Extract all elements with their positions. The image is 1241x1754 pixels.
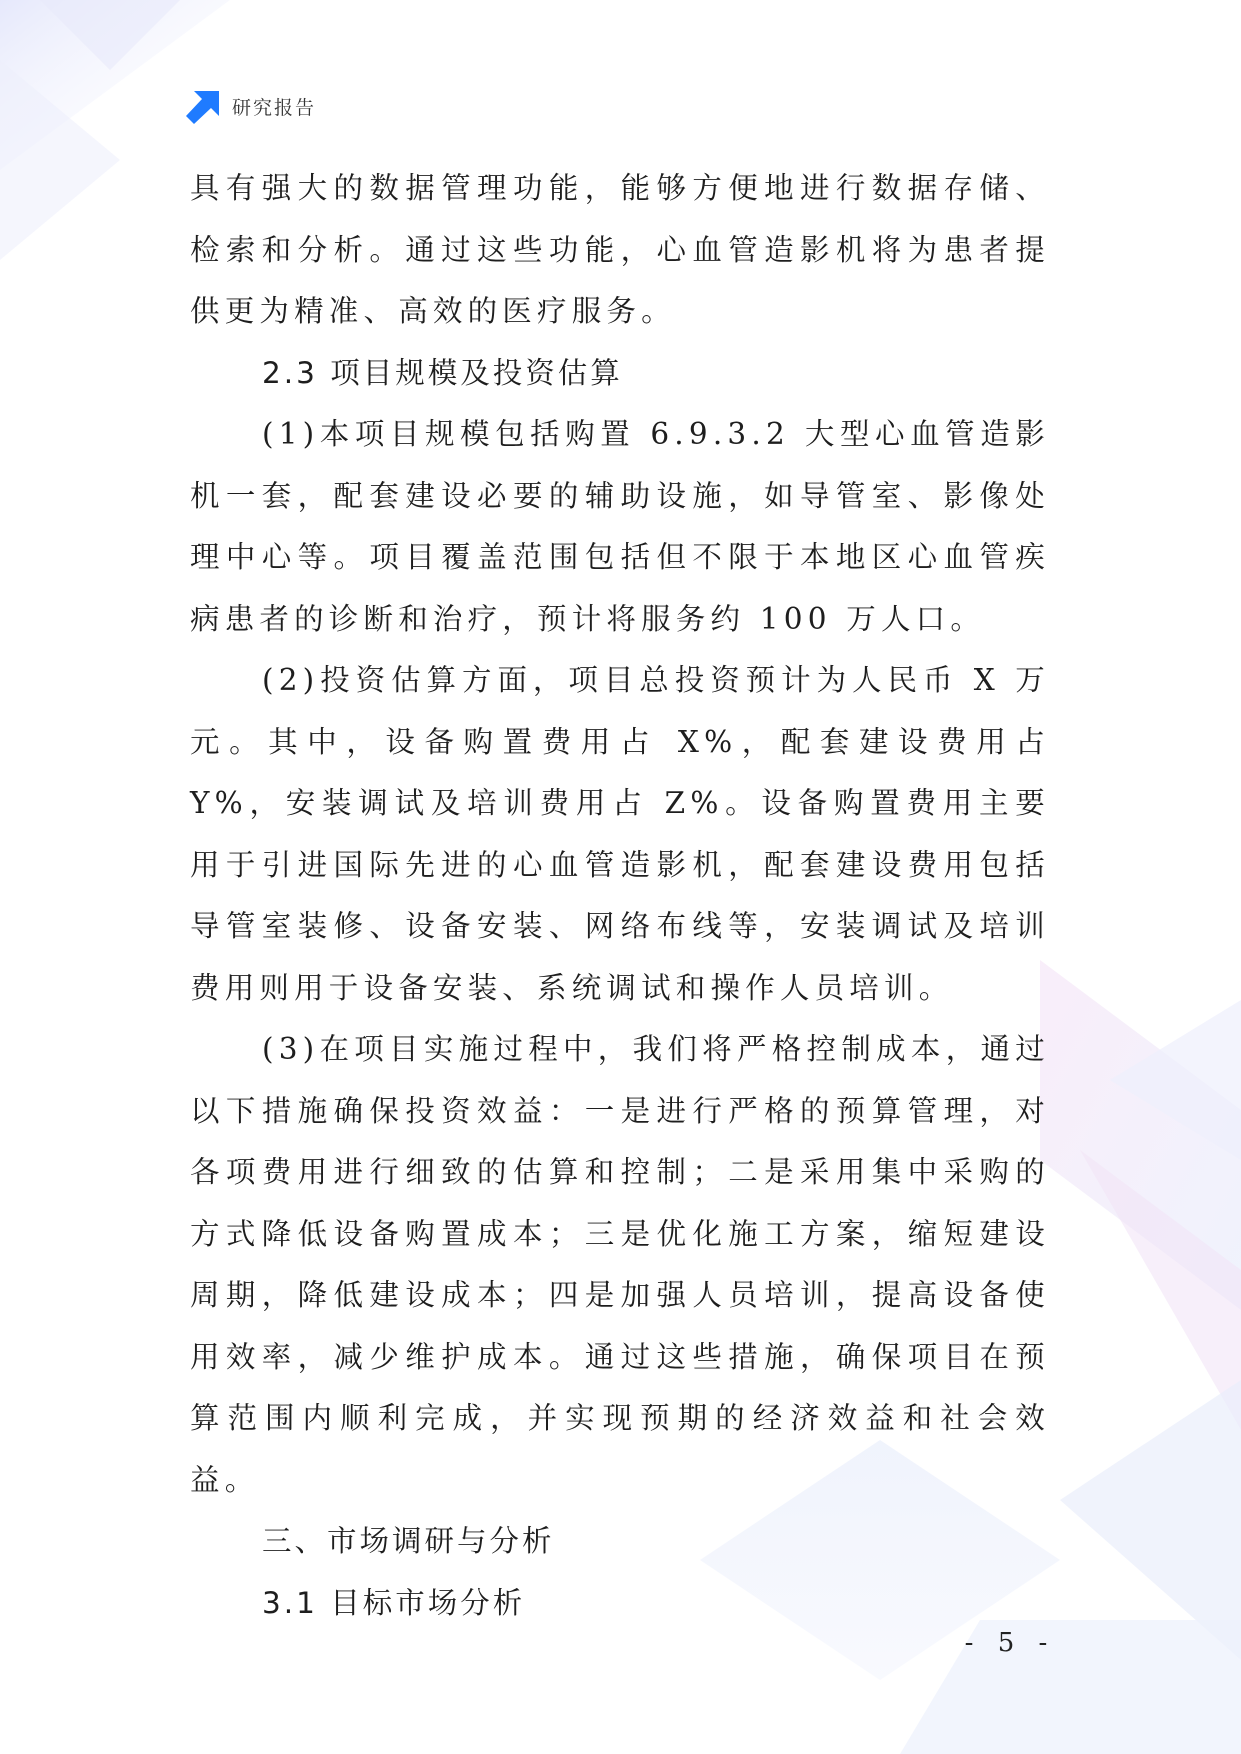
- arrow-up-right-icon: [186, 88, 222, 124]
- paragraph-cost-control: (3)在项目实施过程中，我们将严格控制成本，通过以下措施确保投资效益：一是进行严格的预算管理，对各项费用进行细致的估算和控制；二是采用集中采购的方式降低设备购置成本；三是优化施工方案，缩短建设周期，降低建设成本；四是加强人员培训，提高设备使用效率，减少维护成本。通过这些措施，确保项目在预算范围内顺利完成，并实现预期的经济效益和社会效益。: [190, 1032, 1050, 1497]
- report-header: [186, 88, 316, 124]
- document-body: [190, 158, 1050, 1634]
- header-label: 研究报告: [232, 96, 317, 119]
- page-number: - 5 -: [964, 1628, 1056, 1658]
- paragraph-data-management: 具有强大的数据管理功能，能够方便地进行数据存储、检索和分析。通过这些功能，心血管造影机将为患者提供更为精准、高效的医疗服务。: [190, 171, 1050, 328]
- chapter-heading-3: 三、市场调研与分析: [262, 1524, 555, 1558]
- section-heading-2-3: 2.3 项目规模及投资估算: [262, 355, 623, 390]
- section-heading-3-1: 3.1 目标市场分析: [262, 1585, 526, 1620]
- paragraph-project-scale: (1)本项目规模包括购置 6.9.3.2 大型心血管造影机一套，配套建设必要的辅助设施，如导管室、影像处理中心等。项目覆盖范围包括但不限于本地区心血管疾病患者的诊断和治疗，预计将服务约 100 万人口。: [190, 417, 1050, 636]
- paragraph-investment-estimate: (2)投资估算方面，项目总投资预计为人民币 X 万元。其中，设备购置费用占 X%，配套建设费用占 Y%，安装调试及培训费用占 Z%。设备购置费用主要用于引进国际先进的心血管造影机，配套建设费用包括导管室装修、设备安装、网络布线等，安装调试及培训费用则用于设备安装、系统调试和操作人员培训。: [190, 663, 1050, 1005]
